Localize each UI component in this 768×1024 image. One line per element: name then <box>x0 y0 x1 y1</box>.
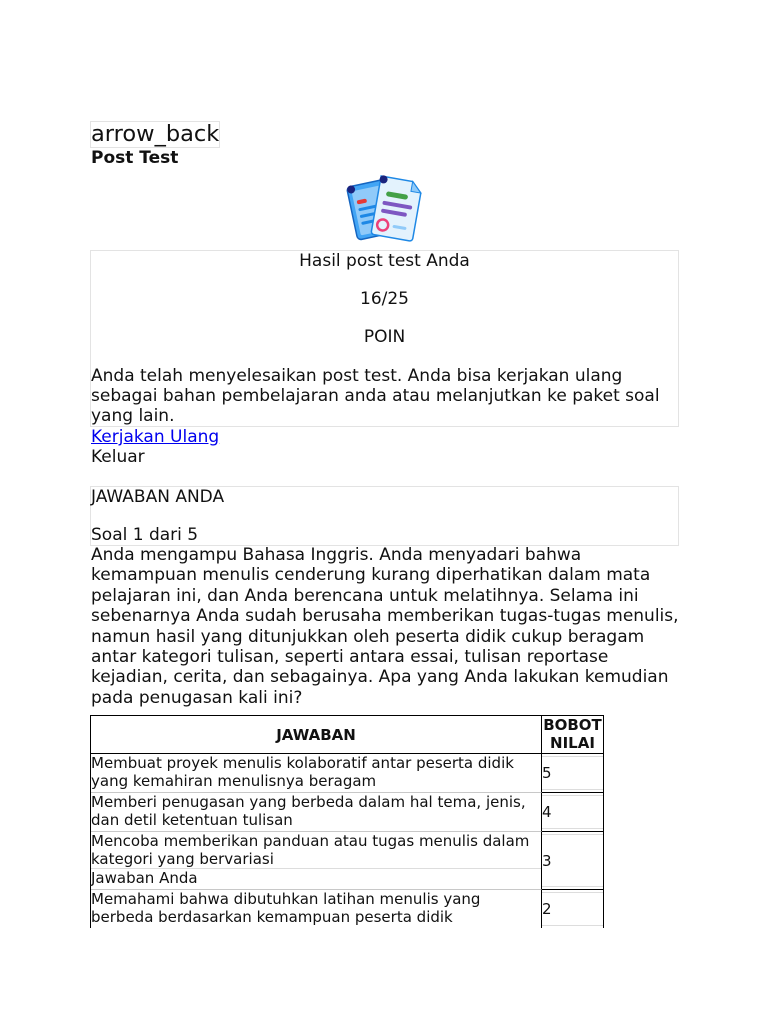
weight-cell <box>542 793 603 832</box>
documents-illustration <box>346 171 422 247</box>
documents-icon <box>346 171 422 247</box>
answer-cell <box>91 754 542 793</box>
answer-row <box>91 890 603 928</box>
answer-row <box>91 754 603 793</box>
answer-table-header <box>91 716 603 754</box>
arrow-back-icon: arrow_back <box>91 121 220 147</box>
back-button[interactable] <box>90 121 220 148</box>
result-heading: Hasil post test Anda <box>299 251 470 271</box>
answer-row-selected <box>91 832 603 890</box>
answer-cell <box>91 832 542 890</box>
answer-text: Membuat proyek menulis kolaboratif antar peserta didik yang kemahiran menulisnya beragam <box>91 754 514 790</box>
score-unit: POIN <box>363 327 406 347</box>
score-value: 16/25 <box>360 289 409 309</box>
answer-table <box>90 715 604 928</box>
question-text: Anda mengampu Bahasa Inggris. Anda menyadari bahwa kemampuan menulis cenderung kurang diperhatikan dalam mata pelajaran ini, dan Anda berencana untuk melatihnya. Selama ini sebenarnya Anda sudah berusaha memberikan tugas-tugas menulis, namun hasil yang ditunjukkan oleh peserta didik cukup beragam antar kategori tulisan, seperti antara essai, tulisan reportase kejadian, cerita, dan sebagainya. Apa yang Anda lakukan kemudian pada penugasan kali ini? <box>91 545 679 708</box>
weight-value: 5 <box>542 764 552 782</box>
weight-cell <box>542 832 603 890</box>
result-message: Anda telah menyelesaikan post test. Anda bisa kerjakan ulang sebagai bahan pembelajaran anda atau melanjutkan ke paket soal yang lain. <box>91 366 660 426</box>
weight-column-header: BOBOT NILAI <box>543 716 602 752</box>
answer-row <box>91 793 603 832</box>
answers-section-title: JAWABAN ANDA <box>91 487 225 507</box>
weight-value: 3 <box>542 851 552 870</box>
retry-link[interactable]: Kerjakan Ulang <box>91 427 220 447</box>
weight-value: 2 <box>542 900 552 918</box>
weight-value: 4 <box>542 803 552 821</box>
weight-cell <box>542 754 603 793</box>
page-title: Post Test <box>91 148 179 168</box>
answer-text: Mencoba memberikan panduan atau tugas menulis dalam kategori yang bervariasi <box>91 832 530 868</box>
answer-text: Memahami bahwa dibutuhkan latihan menulis yang berbeda berdasarkan kemampuan peserta didik <box>91 890 481 926</box>
answer-column-header: JAWABAN <box>91 716 542 754</box>
weight-cell <box>542 890 603 928</box>
result-card <box>90 250 679 427</box>
answer-cell <box>91 793 542 832</box>
answers-section <box>90 486 679 546</box>
answer-cell <box>91 890 542 928</box>
question-progress: Soal 1 dari 5 <box>91 525 199 545</box>
exit-button[interactable]: Keluar <box>91 447 145 467</box>
answer-text: Memberi penugasan yang berbeda dalam hal tema, jenis, dan detil ketentuan tulisan <box>91 793 526 829</box>
selected-answer-marker: Jawaban Anda <box>91 868 541 887</box>
